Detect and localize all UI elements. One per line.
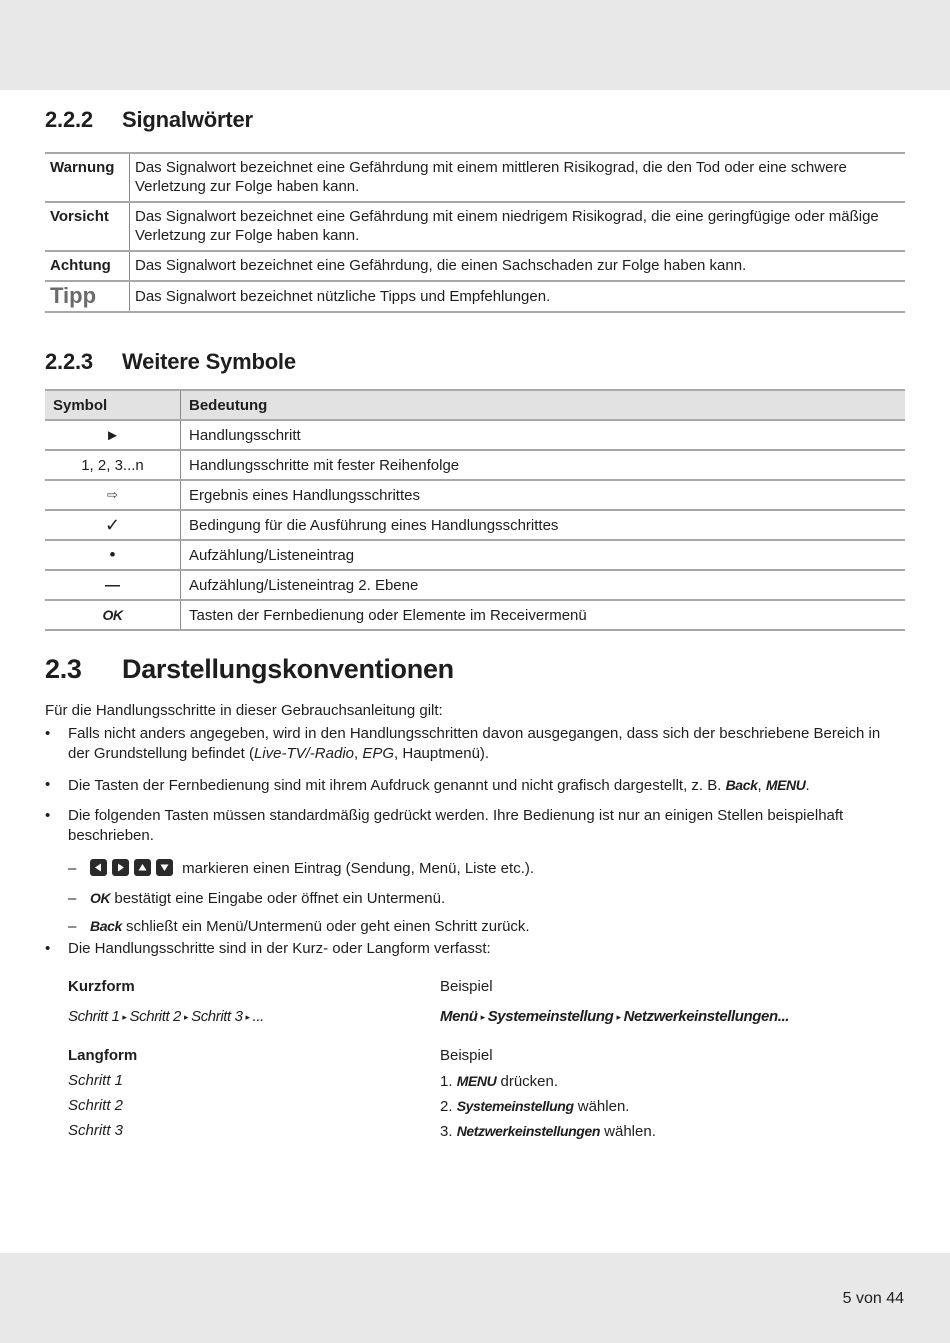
long-form-row bbox=[68, 1071, 905, 1091]
signal-words-table bbox=[45, 152, 905, 313]
table-row bbox=[45, 570, 905, 600]
step: ... bbox=[252, 1008, 264, 1025]
long-form-step: Schritt 2 bbox=[68, 1097, 124, 1114]
signal-word: Vorsicht bbox=[45, 202, 130, 251]
list-item-text bbox=[68, 724, 905, 764]
list-item-text bbox=[68, 775, 905, 796]
dash-marker: – bbox=[68, 918, 77, 935]
table-row bbox=[45, 281, 905, 312]
short-form-sequence bbox=[68, 1007, 264, 1027]
section-number: 2.3 bbox=[45, 654, 82, 684]
list-item-text: Die folgenden Tasten müssen standardmäßig gedrückt werden. Ihre Bedienung ist nur an einigen Stellen beispielhaft beschrieben. bbox=[68, 807, 844, 844]
text-run: wählen. bbox=[600, 1123, 656, 1140]
list-item-text: Die Handlungsschritte sind in der Kurz- oder Langform verfasst: bbox=[68, 940, 491, 957]
long-form-label: Langform bbox=[68, 1047, 138, 1064]
symbol-meaning: Bedingung für die Ausführung eines Handlungsschrittes bbox=[181, 510, 906, 540]
text-run: , bbox=[757, 777, 766, 794]
intro-paragraph: Für die Handlungsschritte in dieser Gebrauchsanleitung gilt: bbox=[45, 702, 443, 719]
bullet-icon: • bbox=[45, 725, 51, 742]
step: Schritt 3 bbox=[191, 1008, 243, 1025]
dash-icon: — bbox=[45, 570, 181, 600]
menu-item-label: Systemeinstellung bbox=[456, 1098, 574, 1114]
sub-list-text: bestätigt eine Eingabe oder öffnet ein Untermenü. bbox=[110, 890, 446, 907]
short-form-steps bbox=[68, 1007, 905, 1027]
section-title: Signalwörter bbox=[122, 107, 253, 132]
symbol-meaning: Aufzählung/Listeneintrag bbox=[181, 540, 906, 570]
key-label-ok: OK bbox=[90, 890, 111, 906]
page-number: 5 von 44 bbox=[842, 1290, 904, 1307]
long-form-header bbox=[68, 1046, 905, 1066]
long-form-example bbox=[440, 1071, 558, 1092]
signal-description: Das Signalwort bezeichnet eine Gefährdung, die einen Sachschaden zur Folge haben kann. bbox=[130, 251, 906, 281]
signal-description: Das Signalwort bezeichnet nützliche Tipps und Empfehlungen. bbox=[130, 281, 906, 312]
symbol-meaning: Ergebnis eines Handlungsschrittes bbox=[181, 480, 906, 510]
sub-list-item bbox=[68, 888, 445, 909]
step: Schritt 2 bbox=[129, 1008, 181, 1025]
signal-description: Das Signalwort bezeichnet eine Gefährdung mit einem mittleren Risikograd, die den Tod oder eine schwere Verletzung zur Folge haben kann. bbox=[130, 153, 906, 202]
checkmark-icon: ✓ bbox=[45, 510, 181, 540]
table-row bbox=[45, 480, 905, 510]
text-run: Falls nicht anders angegeben, wird in den Handlungsschritten davon ausgegangen, dass sich der beschriebene Bereich in der Grundstellung befindet ( bbox=[68, 725, 881, 762]
list-item bbox=[45, 775, 905, 796]
short-form-label: Kurzform bbox=[68, 978, 135, 995]
table-row bbox=[45, 251, 905, 281]
text-run: Die Tasten der Fernbedienung sind mit ihrem Aufdruck genannt und nicht grafisch dargestellt, z. B. bbox=[68, 777, 726, 794]
example-label: Beispiel bbox=[440, 1047, 493, 1064]
section-title: Darstellungskonventionen bbox=[122, 654, 454, 684]
symbol-numbering: 1, 2, 3...n bbox=[45, 450, 181, 480]
table-row bbox=[45, 450, 905, 480]
list-item bbox=[45, 939, 905, 959]
column-header-symbol: Symbol bbox=[45, 390, 181, 420]
sub-list-text: schließt ein Menü/Untermenü oder geht einen Schritt zurück. bbox=[121, 918, 530, 935]
bullet-icon: • bbox=[45, 540, 181, 570]
text-run: drücken. bbox=[496, 1073, 559, 1090]
long-form-step: Schritt 1 bbox=[68, 1072, 124, 1089]
column-header-meaning: Bedeutung bbox=[181, 390, 906, 420]
triangle-separator-icon: ▸ bbox=[245, 1012, 250, 1022]
italic-term: EPG bbox=[362, 745, 395, 762]
short-form-example bbox=[440, 1007, 789, 1027]
page-footer-band bbox=[0, 1253, 950, 1343]
table-row bbox=[45, 540, 905, 570]
arrow-left-key-icon bbox=[90, 859, 107, 876]
bullet-icon: • bbox=[45, 940, 51, 957]
long-form-example bbox=[440, 1096, 629, 1117]
page-header-band bbox=[0, 0, 950, 90]
signal-word: Achtung bbox=[45, 251, 130, 281]
table-row bbox=[45, 420, 905, 450]
key-label-menu: MENU bbox=[765, 777, 806, 793]
section-number: 2.2.3 bbox=[45, 349, 93, 374]
arrow-right-key-icon bbox=[112, 859, 129, 876]
dash-marker: – bbox=[68, 860, 77, 877]
table-row bbox=[45, 202, 905, 251]
symbol-meaning: Aufzählung/Listeneintrag 2. Ebene bbox=[181, 570, 906, 600]
table-header-row bbox=[45, 390, 905, 420]
key-label-back: Back bbox=[725, 777, 758, 793]
step-number: 2. bbox=[440, 1098, 457, 1115]
table-row bbox=[45, 510, 905, 540]
long-form-example bbox=[440, 1121, 656, 1142]
sub-list-item bbox=[68, 916, 530, 937]
list-item bbox=[45, 724, 905, 764]
long-form-row bbox=[68, 1121, 905, 1141]
arrow-up-key-icon bbox=[134, 859, 151, 876]
sub-list-text: markieren einen Eintrag (Sendung, Menü, Liste etc.). bbox=[178, 860, 535, 877]
bullet-icon: • bbox=[45, 776, 51, 793]
step-number: 3. bbox=[440, 1123, 457, 1140]
menu-item-label: Netzwerkeinstellungen bbox=[456, 1123, 600, 1139]
menu-path-item: Systemeinstellung bbox=[487, 1008, 614, 1025]
play-triangle-icon: ► bbox=[45, 420, 181, 450]
symbols-table bbox=[45, 389, 905, 631]
menu-path-item: Menü bbox=[440, 1008, 478, 1025]
text-run: wählen. bbox=[573, 1098, 630, 1115]
section-title: Weitere Symbole bbox=[122, 349, 296, 374]
signal-word: Warnung bbox=[45, 153, 130, 202]
triangle-separator-icon: ▸ bbox=[122, 1012, 127, 1022]
section-heading-darstellungskonventionen bbox=[45, 654, 454, 685]
result-arrow-icon: ⇨ bbox=[45, 480, 181, 510]
text-run: , bbox=[354, 745, 363, 762]
section-heading-signalwoerter bbox=[45, 107, 253, 133]
italic-term: Live-TV/-Radio bbox=[253, 745, 354, 762]
symbol-meaning: Tasten der Fernbedienung oder Elemente im Receivermenü bbox=[181, 600, 906, 630]
list-item bbox=[45, 806, 905, 846]
text-run: , Hauptmenü). bbox=[394, 745, 490, 762]
arrow-down-key-icon bbox=[156, 859, 173, 876]
symbol-ok-key bbox=[45, 600, 181, 630]
step: Schritt 1 bbox=[68, 1008, 120, 1025]
step-number: 1. bbox=[440, 1073, 457, 1090]
sub-list-item bbox=[68, 859, 534, 879]
text-run: . bbox=[805, 777, 810, 794]
table-row bbox=[45, 153, 905, 202]
symbol-meaning: Handlungsschritt bbox=[181, 420, 906, 450]
triangle-separator-icon: ▸ bbox=[480, 1012, 485, 1022]
section-number: 2.2.2 bbox=[45, 107, 93, 132]
example-label: Beispiel bbox=[440, 978, 493, 995]
long-form-step: Schritt 3 bbox=[68, 1122, 124, 1139]
menu-path-item: Netzwerkeinstellungen... bbox=[623, 1008, 790, 1025]
bullet-icon: • bbox=[45, 807, 51, 824]
table-row bbox=[45, 600, 905, 630]
signal-description: Das Signalwort bezeichnet eine Gefährdung mit einem niedrigem Risikograd, die eine geringfügige oder mäßige Verletzung zur Folge haben kann. bbox=[130, 202, 906, 251]
key-label-back: Back bbox=[90, 918, 122, 934]
short-form-header bbox=[68, 977, 905, 997]
signal-word: Tipp bbox=[45, 281, 130, 312]
triangle-separator-icon: ▸ bbox=[183, 1012, 189, 1022]
long-form-row bbox=[68, 1096, 905, 1116]
dash-marker: – bbox=[68, 890, 77, 907]
ok-key-label: OK bbox=[102, 606, 123, 623]
symbol-meaning: Handlungsschritte mit fester Reihenfolge bbox=[181, 450, 906, 480]
section-heading-weitere-symbole bbox=[45, 349, 296, 375]
key-label: MENU bbox=[456, 1073, 497, 1089]
triangle-separator-icon: ▸ bbox=[616, 1012, 621, 1022]
